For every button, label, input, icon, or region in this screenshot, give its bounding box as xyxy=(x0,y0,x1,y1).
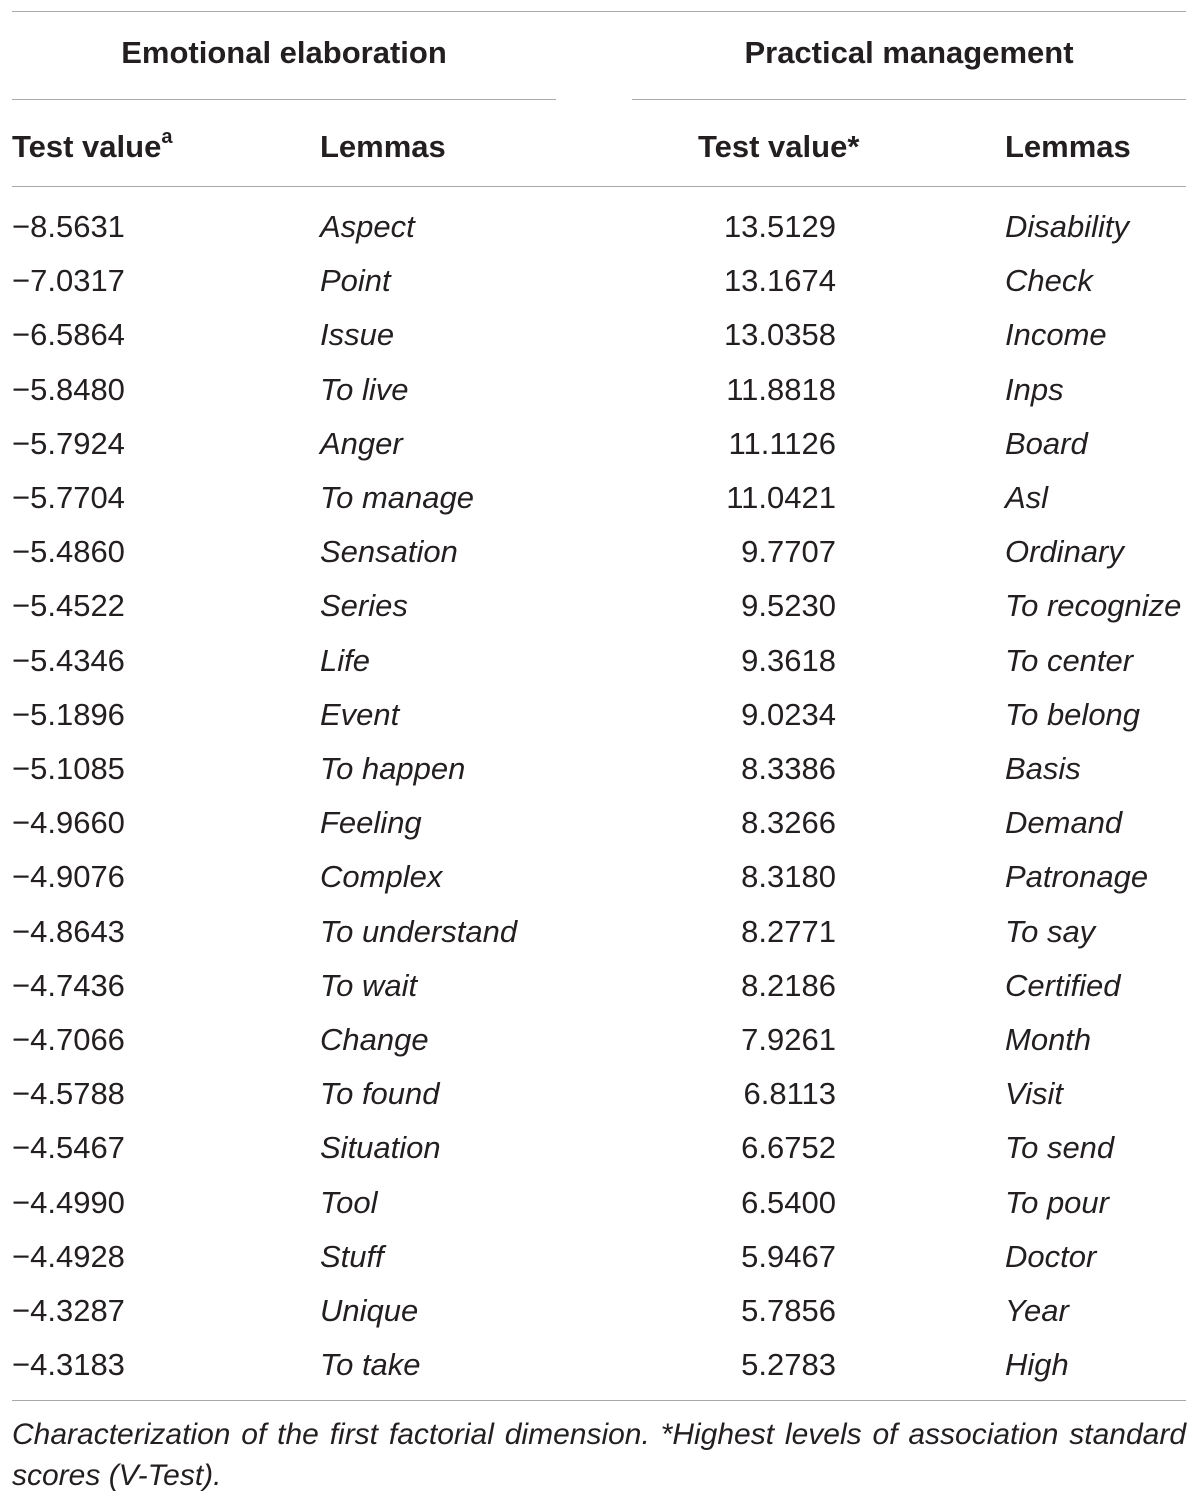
top-rule xyxy=(12,11,1186,12)
practical-lemma: Disability xyxy=(1005,209,1130,244)
practical-lemma: To recognize xyxy=(1005,588,1182,624)
practical-test-value: 11.8818 xyxy=(726,371,836,407)
table-row xyxy=(0,850,1200,904)
emotional-test-value: −4.9076 xyxy=(12,859,125,895)
practical-lemma: To center xyxy=(1005,642,1134,678)
practical-lemma: Doctor xyxy=(1005,1238,1097,1274)
practical-test-value: 5.2783 xyxy=(741,1347,836,1383)
emotional-lemma: To manage xyxy=(320,480,474,515)
practical-lemma: To say xyxy=(1005,913,1096,949)
practical-test-value: 9.7707 xyxy=(741,534,836,570)
column-header-test-value-left-text: Test value xyxy=(12,129,162,164)
emotional-test-value: −5.4522 xyxy=(12,588,125,624)
table-row xyxy=(0,688,1200,742)
emotional-lemma: Aspect xyxy=(320,209,415,244)
table-row xyxy=(0,1067,1200,1121)
practical-test-value: 8.3180 xyxy=(741,859,836,895)
emotional-test-value: −5.7924 xyxy=(12,425,125,461)
column-header-test-value-right: Test value* xyxy=(698,129,860,164)
practical-test-value: 5.7856 xyxy=(741,1293,836,1328)
practical-test-value: 7.9261 xyxy=(741,1022,836,1057)
table-row xyxy=(0,417,1200,471)
table-row xyxy=(0,525,1200,579)
practical-lemma: Demand xyxy=(1005,805,1123,841)
group-header-emotional-elaboration: Emotional elaboration xyxy=(121,35,447,70)
table-row xyxy=(0,905,1200,959)
practical-lemma: High xyxy=(1005,1347,1069,1383)
table-row xyxy=(0,363,1200,417)
emotional-lemma: Event xyxy=(320,696,400,732)
practical-test-value: 8.3386 xyxy=(741,751,836,786)
practical-lemma: Patronage xyxy=(1005,859,1149,895)
emotional-lemma: Complex xyxy=(320,859,443,895)
table-footnote: Characterization of the first factorial dimension. *Highest levels of association standard scores (V-Test). xyxy=(12,1418,1186,1492)
table-row xyxy=(0,1013,1200,1067)
practical-test-value: 13.5129 xyxy=(723,209,836,244)
practical-test-value: 6.8113 xyxy=(743,1076,836,1112)
table-row xyxy=(0,1230,1200,1284)
footnote-marker: a xyxy=(161,126,173,148)
practical-test-value: 13.0358 xyxy=(723,317,836,353)
practical-lemma: Visit xyxy=(1005,1076,1064,1112)
practical-test-value: 6.6752 xyxy=(741,1130,836,1166)
emotional-test-value: −8.5631 xyxy=(12,209,125,244)
table-row xyxy=(0,1121,1200,1175)
emotional-lemma: Tool xyxy=(320,1184,378,1220)
table-row xyxy=(0,1338,1200,1392)
practical-lemma: Ordinary xyxy=(1005,534,1124,570)
emotional-test-value: −6.5864 xyxy=(12,317,125,353)
practical-test-value: 5.9467 xyxy=(741,1238,836,1274)
emotional-test-value: −4.4990 xyxy=(12,1184,125,1220)
header-rule xyxy=(12,186,1186,187)
practical-lemma: Asl xyxy=(1005,480,1049,515)
emotional-test-value: −4.3183 xyxy=(12,1347,125,1383)
group-rule-left xyxy=(12,99,556,100)
table-row xyxy=(0,308,1200,362)
practical-lemma: To pour xyxy=(1005,1184,1109,1220)
emotional-test-value: −7.0317 xyxy=(12,263,125,299)
practical-lemma: To belong xyxy=(1005,696,1141,732)
emotional-test-value: −4.8643 xyxy=(12,913,125,949)
practical-test-value: 9.5230 xyxy=(741,588,836,624)
emotional-test-value: −4.7436 xyxy=(12,967,125,1003)
practical-lemma: Month xyxy=(1005,1022,1092,1057)
emotional-lemma: Anger xyxy=(320,425,403,461)
emotional-lemma: To take xyxy=(320,1347,421,1383)
table-row xyxy=(0,579,1200,633)
emotional-test-value: −5.7704 xyxy=(12,480,125,515)
emotional-test-value: −5.8480 xyxy=(12,371,125,407)
emotional-lemma: To found xyxy=(320,1076,440,1112)
practical-lemma: Certified xyxy=(1005,967,1121,1003)
practical-lemma: To send xyxy=(1005,1130,1115,1166)
emotional-test-value: −4.7066 xyxy=(12,1022,125,1057)
column-header-test-value-left xyxy=(12,128,172,166)
emotional-test-value: −4.3287 xyxy=(12,1293,125,1328)
emotional-lemma: Stuff xyxy=(320,1238,384,1274)
practical-test-value: 6.5400 xyxy=(741,1184,836,1220)
table-row xyxy=(0,471,1200,525)
emotional-test-value: −5.4860 xyxy=(12,534,125,570)
emotional-lemma: To wait xyxy=(320,967,418,1003)
table-row xyxy=(0,1284,1200,1338)
bottom-rule xyxy=(12,1400,1186,1401)
emotional-lemma: Change xyxy=(320,1022,429,1057)
emotional-lemma: Series xyxy=(320,588,408,624)
practical-test-value: 11.1126 xyxy=(728,425,836,461)
practical-test-value: 11.0421 xyxy=(726,480,836,515)
emotional-lemma: Situation xyxy=(320,1130,441,1166)
table-row xyxy=(0,796,1200,850)
emotional-lemma: To happen xyxy=(320,751,466,786)
practical-test-value: 9.3618 xyxy=(741,642,836,678)
emotional-lemma: Unique xyxy=(320,1293,419,1328)
table-row xyxy=(0,1176,1200,1230)
emotional-lemma: Feeling xyxy=(320,805,422,841)
emotional-lemma: Life xyxy=(320,642,370,678)
emotional-lemma: Point xyxy=(320,263,391,299)
practical-test-value: 9.0234 xyxy=(741,696,836,732)
column-header-lemmas-left: Lemmas xyxy=(320,129,446,164)
practical-lemma: Year xyxy=(1005,1293,1069,1328)
table-row xyxy=(0,634,1200,688)
emotional-lemma: To understand xyxy=(320,913,518,949)
practical-test-value: 8.2771 xyxy=(741,913,836,949)
practical-lemma: Check xyxy=(1005,263,1093,299)
emotional-test-value: −4.4928 xyxy=(12,1238,125,1274)
emotional-lemma: To live xyxy=(320,371,409,407)
practical-test-value: 13.1674 xyxy=(723,263,836,299)
group-header-practical-management: Practical management xyxy=(744,35,1074,70)
emotional-test-value: −4.5467 xyxy=(12,1130,125,1166)
emotional-test-value: −5.4346 xyxy=(12,642,125,678)
table-row xyxy=(0,254,1200,308)
emotional-test-value: −5.1896 xyxy=(12,696,125,732)
practical-test-value: 8.3266 xyxy=(741,805,836,841)
group-rule-right xyxy=(632,99,1186,100)
practical-lemma: Inps xyxy=(1005,371,1064,407)
column-header-lemmas-right: Lemmas xyxy=(1005,129,1131,164)
emotional-lemma: Issue xyxy=(320,317,395,353)
practical-lemma: Board xyxy=(1005,425,1088,461)
emotional-test-value: −4.9660 xyxy=(12,805,125,841)
emotional-lemma: Sensation xyxy=(320,534,458,570)
practical-lemma: Income xyxy=(1005,317,1107,353)
practical-lemma: Basis xyxy=(1005,751,1081,786)
practical-test-value: 8.2186 xyxy=(741,967,836,1003)
emotional-test-value: −5.1085 xyxy=(12,751,125,786)
emotional-test-value: −4.5788 xyxy=(12,1076,125,1112)
table-row xyxy=(0,959,1200,1013)
table-row xyxy=(0,200,1200,254)
table-row xyxy=(0,742,1200,796)
